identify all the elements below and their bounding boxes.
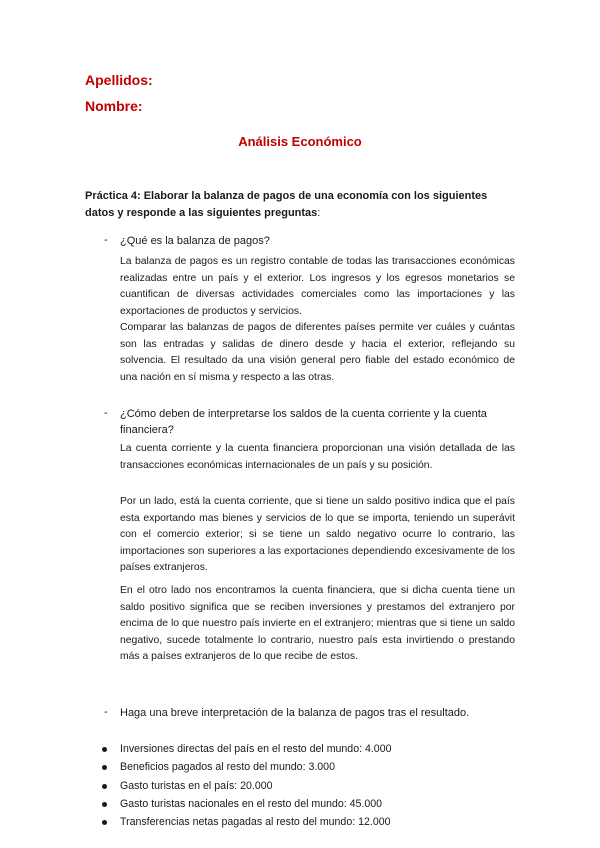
bullet-icon bbox=[102, 802, 107, 807]
section-2-question: ¿Cómo deben de interpretarse los saldos de la cuenta corriente y la cuenta financiera? bbox=[120, 408, 487, 436]
section-1-paragraph-1: La balanza de pagos es un registro contable de todas las transacciones económicas realizadas entre un país y el exterior. Los ingresos y los egresos monetarios se cuantifican de diversas actividades comerciales como las importaciones y las exportaciones de productos y servicios. bbox=[120, 256, 515, 317]
nombre-label: Nombre: bbox=[85, 98, 143, 114]
bullet-icon bbox=[102, 820, 107, 825]
section-1-question: ¿Qué es la balanza de pagos? bbox=[120, 235, 270, 247]
list-item-text: Gasto turistas nacionales en el resto del mundo: 45.000 bbox=[120, 797, 383, 810]
list-item bbox=[100, 758, 520, 776]
practice-text: Elaborar la balanza de pagos de una economía con los siguientes datos y responde a las siguientes preguntas bbox=[85, 190, 488, 219]
section-1-paragraph-2: Comparar las balanzas de pagos de diferentes países permite ver cuáles y cuántas son las entradas y salidas de dinero desde y hacia el exterior, reflejando su solvencia. El resultado da una visión general pero fiable del estado económico de una nación en sí misma y respecto a las otras. bbox=[120, 322, 515, 383]
apellidos-label: Apellidos: bbox=[85, 72, 153, 88]
practice-label: Práctica 4: bbox=[85, 190, 141, 202]
list-item bbox=[100, 795, 520, 813]
bullet-icon bbox=[102, 784, 107, 789]
list-item bbox=[100, 777, 520, 795]
practice-suffix: : bbox=[317, 207, 321, 219]
document-title: Análisis Económico bbox=[238, 134, 362, 149]
section-2-paragraph-3: En el otro lado nos encontramos la cuenta financiera, que si dicha cuenta tiene un saldo positivo significa que se reciben inversiones y prestamos del extranjero por encima de lo que nuestro país invierte en el extranjero; mientras que si tiene un saldo negativo, sucede totalmente lo contrario, nuestro país esta invirtiendo o prestando más a países extranjeros de lo que recibe de estos. bbox=[120, 585, 515, 662]
list-item bbox=[100, 740, 520, 758]
section-2-paragraph-2: Por un lado, está la cuenta corriente, que si tiene un saldo positivo indica que el país esta exportando mas bienes y servicios de lo que se importa, teniendo un superávit con el comercio exterior; si se tiene un saldo negativo ocurre lo contrario, las importaciones son superiores a las exportaciones dependiendo excesivamente de los países extranjeros. bbox=[120, 496, 515, 573]
data-list bbox=[100, 740, 520, 831]
bullet-icon bbox=[102, 747, 107, 752]
list-item bbox=[100, 813, 520, 831]
section-3-question: Haga una breve interpretación de la balanza de pagos tras el resultado. bbox=[120, 707, 470, 719]
section-2-dash: - bbox=[104, 407, 108, 419]
section-1-dash: - bbox=[104, 234, 108, 246]
list-item-text: Gasto turistas en el país: 20.000 bbox=[120, 779, 273, 792]
list-item-text: Transferencias netas pagadas al resto del mundo: 12.000 bbox=[120, 816, 391, 829]
list-item-text: Beneficios pagados al resto del mundo: 3.000 bbox=[120, 761, 335, 774]
practice-statement bbox=[85, 188, 515, 222]
section-2-paragraph-1: La cuenta corriente y la cuenta financiera proporcionan una visión detallada de las transacciones económicas internacionales de un país y su posición. bbox=[120, 443, 515, 471]
section-3-dash: - bbox=[104, 706, 108, 718]
list-item-text: Inversiones directas del país en el resto del mundo: 4.000 bbox=[120, 743, 392, 755]
bullet-icon bbox=[102, 765, 107, 770]
